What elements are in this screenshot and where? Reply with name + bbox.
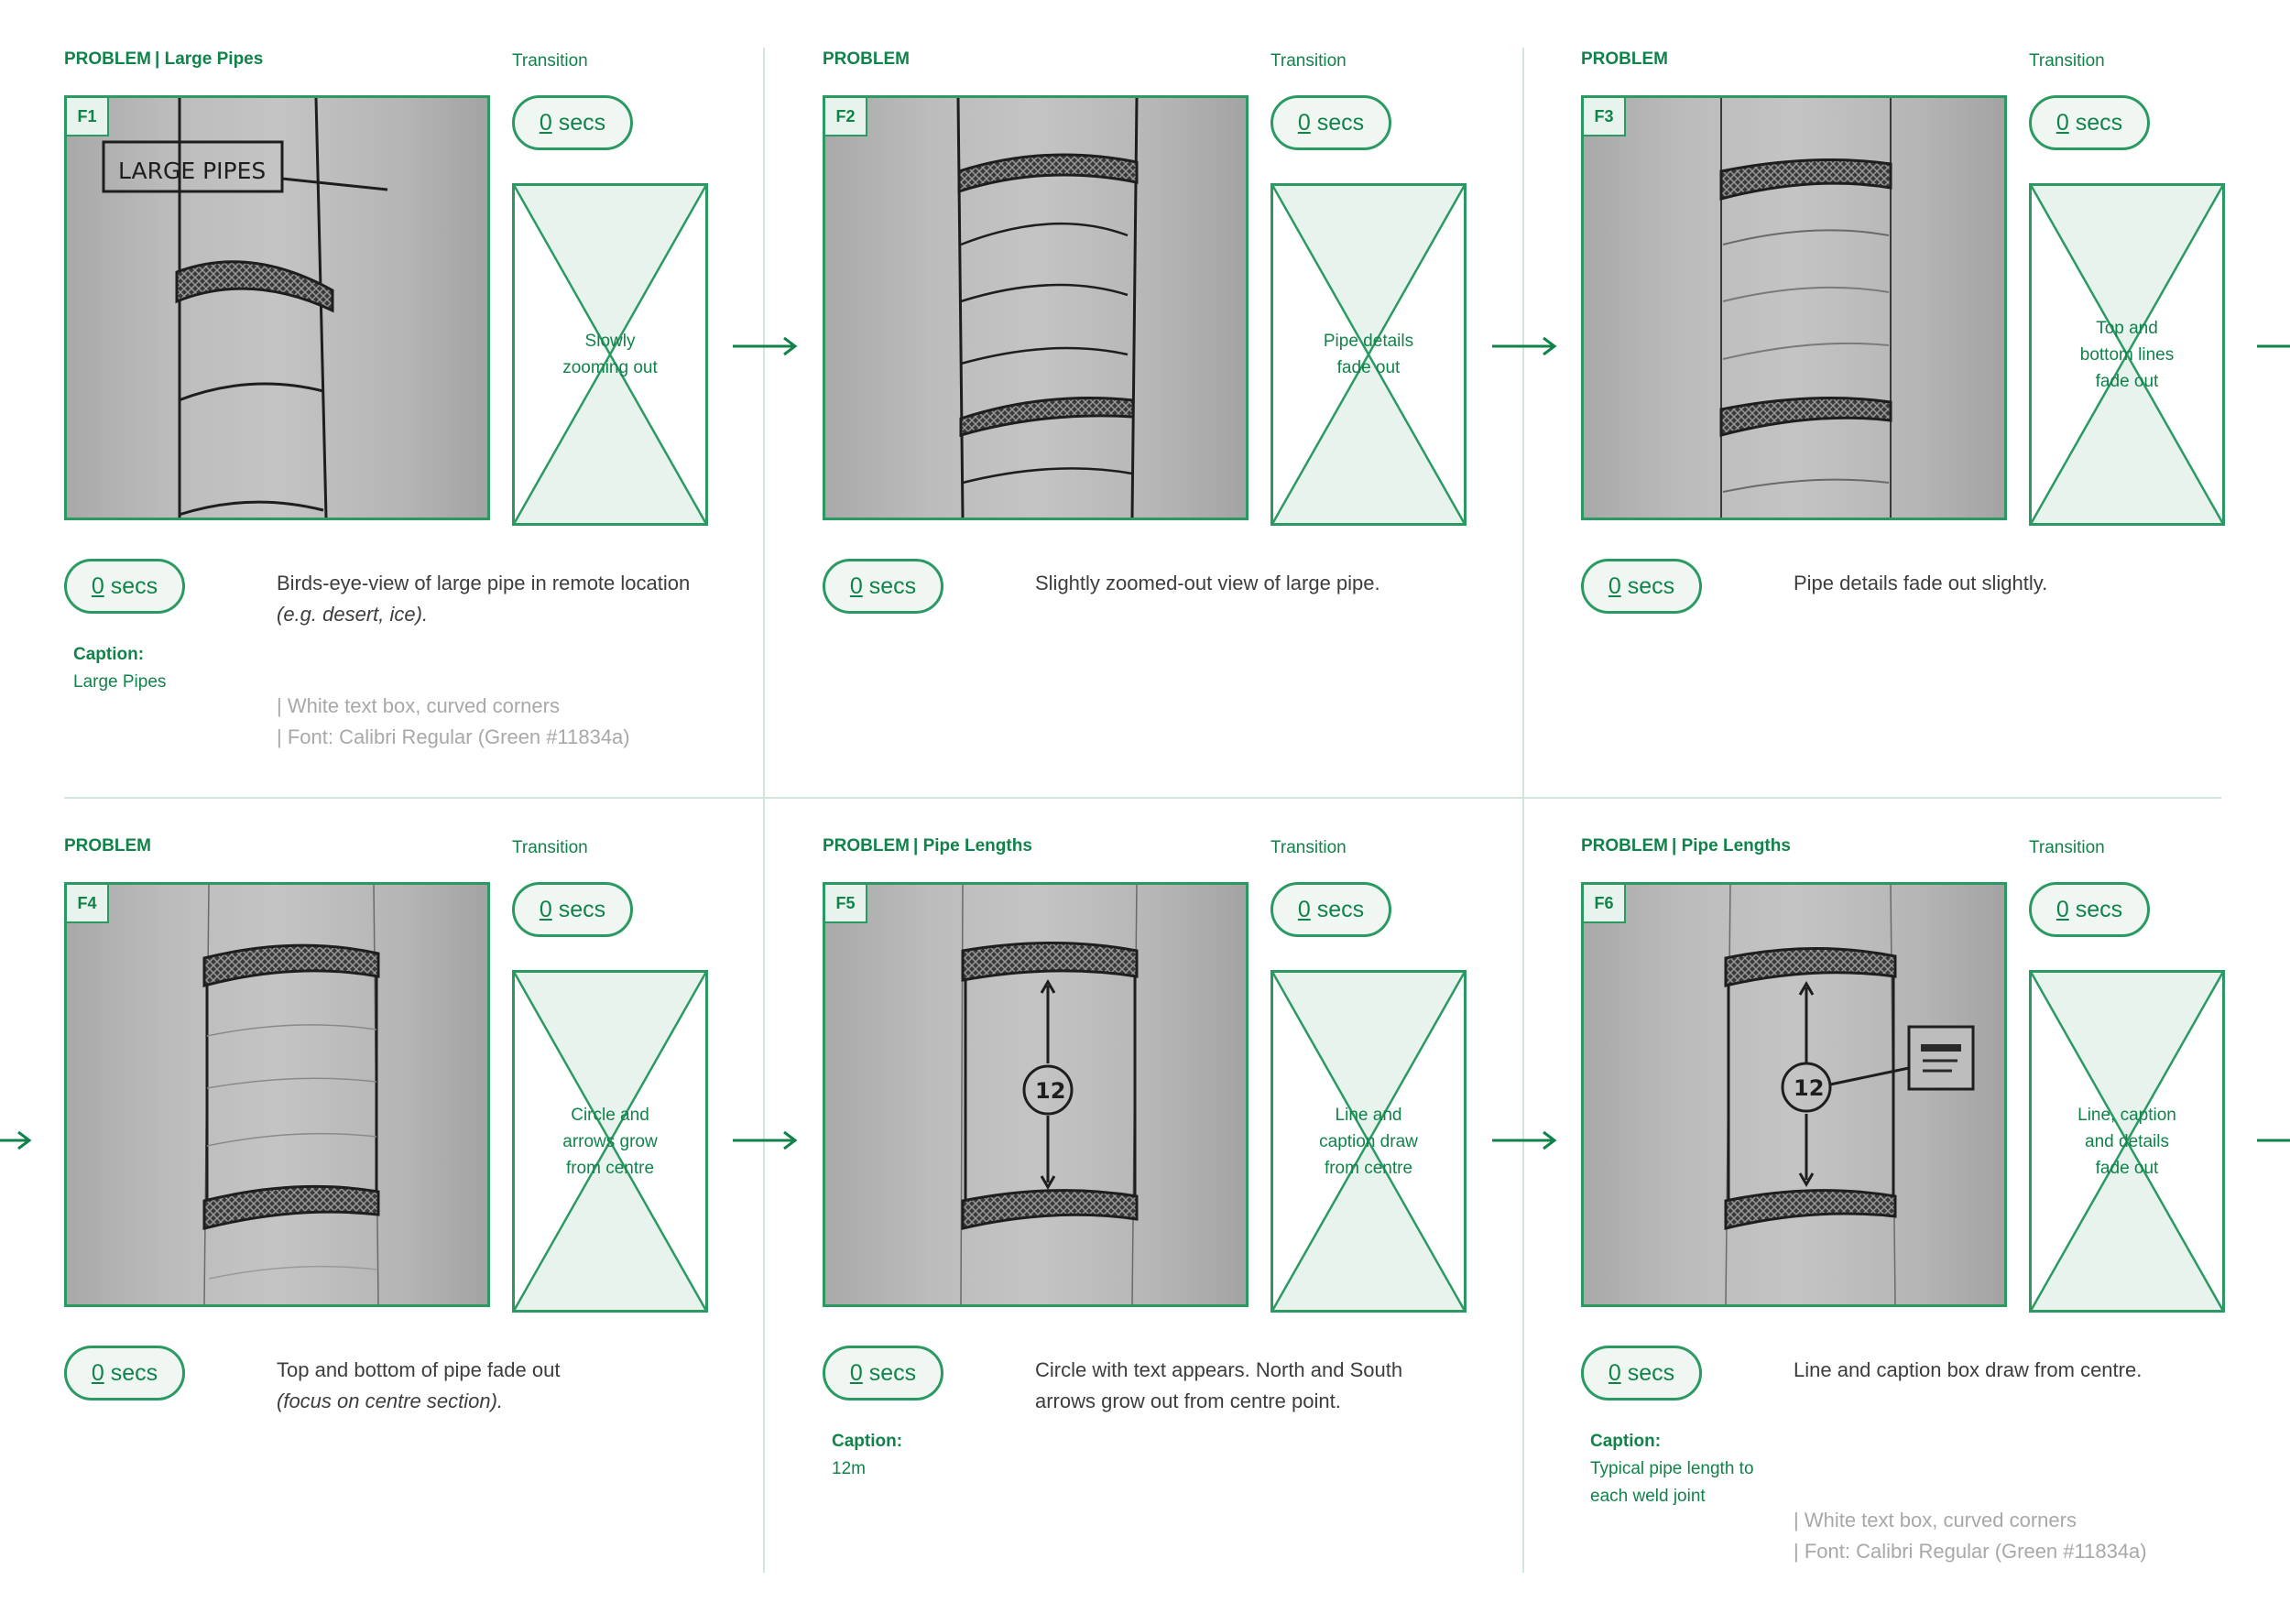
frame-id: F3: [1584, 98, 1626, 136]
caption-block: [832, 1428, 902, 1483]
transition-time-pill[interactable]: [512, 95, 633, 150]
sketch-label: 12: [1035, 1078, 1066, 1104]
time-value: 0: [1608, 572, 1621, 599]
transition-description: Line and caption draw from centre: [1319, 1105, 1418, 1178]
hourglass-transition-icon: [1270, 183, 1467, 526]
transition-time-pill[interactable]: [1270, 882, 1391, 937]
transition-description: Circle and arrows grow from centre: [562, 1105, 658, 1178]
caption-block: [73, 641, 166, 696]
sketch-frame: [1581, 882, 2007, 1307]
time-value: 0: [1608, 1359, 1621, 1386]
storyboard-panel-f1: [64, 49, 824, 837]
transition-label: Transition: [512, 51, 588, 71]
scene-description: Line and caption box draw from centre.: [1794, 1358, 2143, 1381]
frame-id: F4: [67, 885, 109, 923]
time-unit: secs: [558, 896, 606, 922]
scene-description: Birds-eye-view of large pipe in remote location (e.g. desert, ice).: [277, 572, 691, 626]
time-value: 0: [849, 572, 863, 599]
scene-description: Slightly zoomed-out view of large pipe.: [1035, 572, 1380, 594]
storyboard-panel-f6: [1581, 836, 2290, 1624]
time-value: 0: [2056, 896, 2069, 922]
time-unit: secs: [868, 1359, 917, 1386]
scene-time-pill[interactable]: [1581, 559, 1702, 614]
scene-time-pill[interactable]: [64, 559, 185, 614]
panel-title: PROBLEM: [1581, 836, 1668, 856]
caption-label: Caption:: [832, 1432, 903, 1451]
time-value: 0: [1297, 896, 1311, 922]
pipe-sketch: [1584, 885, 2004, 1304]
hourglass-transition-icon: [1270, 970, 1467, 1313]
panel-title: PROBLEM: [823, 49, 910, 69]
scene-description: Pipe details fade out slightly.: [1794, 572, 2048, 594]
hourglass-transition-icon: [2029, 970, 2225, 1313]
frame-id: F1: [67, 98, 109, 136]
panel-heading: [823, 836, 1032, 856]
pipe-sketch: [825, 885, 1246, 1304]
transition-label: Transition: [512, 838, 588, 857]
time-unit: secs: [110, 572, 158, 599]
panel-title: PROBLEM: [1581, 49, 1668, 69]
transition-label: Transition: [1270, 51, 1347, 71]
caption-label: Caption:: [1590, 1432, 1662, 1451]
caption-block: [1590, 1428, 1755, 1510]
panel-heading: [823, 49, 913, 70]
panel-subtitle: | Pipe Lengths: [913, 836, 1032, 856]
time-unit: secs: [1316, 896, 1365, 922]
panel-title: PROBLEM: [64, 836, 151, 856]
transition-time-pill[interactable]: [2029, 95, 2150, 150]
transition-description: Pipe details fade out: [1323, 332, 1414, 377]
pipe-sketch: [1584, 98, 2004, 518]
style-note: | White text box, curved corners | Font: Calibri Regular (Green #11834a): [1794, 1509, 2147, 1563]
caption-label: Caption:: [73, 645, 145, 664]
transition-label: Transition: [1270, 838, 1347, 857]
panel-heading: [1581, 49, 1672, 70]
transition-description: Top and bottom lines fade out: [2079, 318, 2175, 391]
panel-title: PROBLEM: [64, 49, 151, 69]
hourglass-transition-icon: [512, 183, 708, 526]
transition-label: Transition: [2029, 838, 2105, 857]
time-unit: secs: [1627, 1359, 1675, 1386]
sketch-frame: [64, 95, 490, 520]
sketch-frame: [64, 882, 490, 1307]
pipe-sketch: [67, 98, 487, 518]
transition-description: Slowly zooming out: [562, 332, 658, 377]
transition-time-pill[interactable]: [2029, 882, 2150, 937]
scene-time-pill[interactable]: [64, 1346, 185, 1401]
sketch-label: 12: [1794, 1075, 1825, 1101]
transition-time-pill[interactable]: [1270, 95, 1391, 150]
hourglass-transition-icon: [2029, 183, 2225, 526]
caption-text: Large Pipes: [73, 672, 167, 692]
frame-id: F6: [1584, 885, 1626, 923]
time-unit: secs: [2075, 109, 2123, 136]
scene-time-pill[interactable]: [1581, 1346, 1702, 1401]
storyboard-panel-f2: [823, 49, 1583, 837]
storyboard-panel-f5: [823, 836, 1583, 1624]
flow-arrow: [0, 1129, 33, 1151]
time-value: 0: [539, 109, 552, 136]
panel-subtitle: | Large Pipes: [155, 49, 264, 69]
time-unit: secs: [1316, 109, 1365, 136]
sketch-frame: [823, 95, 1249, 520]
storyboard-panel-f3: [1581, 49, 2290, 837]
time-value: 0: [91, 1359, 104, 1386]
frame-id: F2: [825, 98, 867, 136]
time-unit: secs: [558, 109, 606, 136]
sketch-label: LARGE PIPES: [118, 158, 267, 184]
panel-heading: [64, 836, 155, 856]
pipe-sketch: [825, 98, 1246, 518]
transition-description: Line, caption and details fade out: [2077, 1105, 2176, 1178]
caption-text: Typical pipe length to each weld joint: [1590, 1459, 1754, 1506]
time-unit: secs: [868, 572, 917, 599]
time-value: 0: [539, 896, 552, 922]
sketch-frame: [823, 882, 1249, 1307]
scene-time-pill[interactable]: [823, 1346, 943, 1401]
time-unit: secs: [110, 1359, 158, 1386]
time-value: 0: [91, 572, 104, 599]
frame-id: F5: [825, 885, 867, 923]
panel-heading: [64, 49, 263, 70]
time-value: 0: [849, 1359, 863, 1386]
scene-time-pill[interactable]: [823, 559, 943, 614]
time-unit: secs: [2075, 896, 2123, 922]
caption-text: 12m: [832, 1459, 866, 1478]
scene-description: Top and bottom of pipe fade out (focus on centre section).: [277, 1358, 561, 1412]
transition-time-pill[interactable]: [512, 882, 633, 937]
time-value: 0: [2056, 109, 2069, 136]
scene-description: Circle with text appears. North and South arrows grow out from centre point.: [1035, 1358, 1403, 1412]
transition-label: Transition: [2029, 51, 2105, 71]
panel-heading: [1581, 836, 1791, 856]
pipe-sketch: [67, 885, 487, 1304]
time-unit: secs: [1627, 572, 1675, 599]
storyboard-panel-f4: [64, 836, 824, 1624]
panel-subtitle: | Pipe Lengths: [1672, 836, 1791, 856]
style-note: | White text box, curved corners | Font: Calibri Regular (Green #11834a): [277, 694, 630, 748]
panel-title: PROBLEM: [823, 836, 910, 856]
hourglass-transition-icon: [512, 970, 708, 1313]
sketch-frame: [1581, 95, 2007, 520]
time-value: 0: [1297, 109, 1311, 136]
